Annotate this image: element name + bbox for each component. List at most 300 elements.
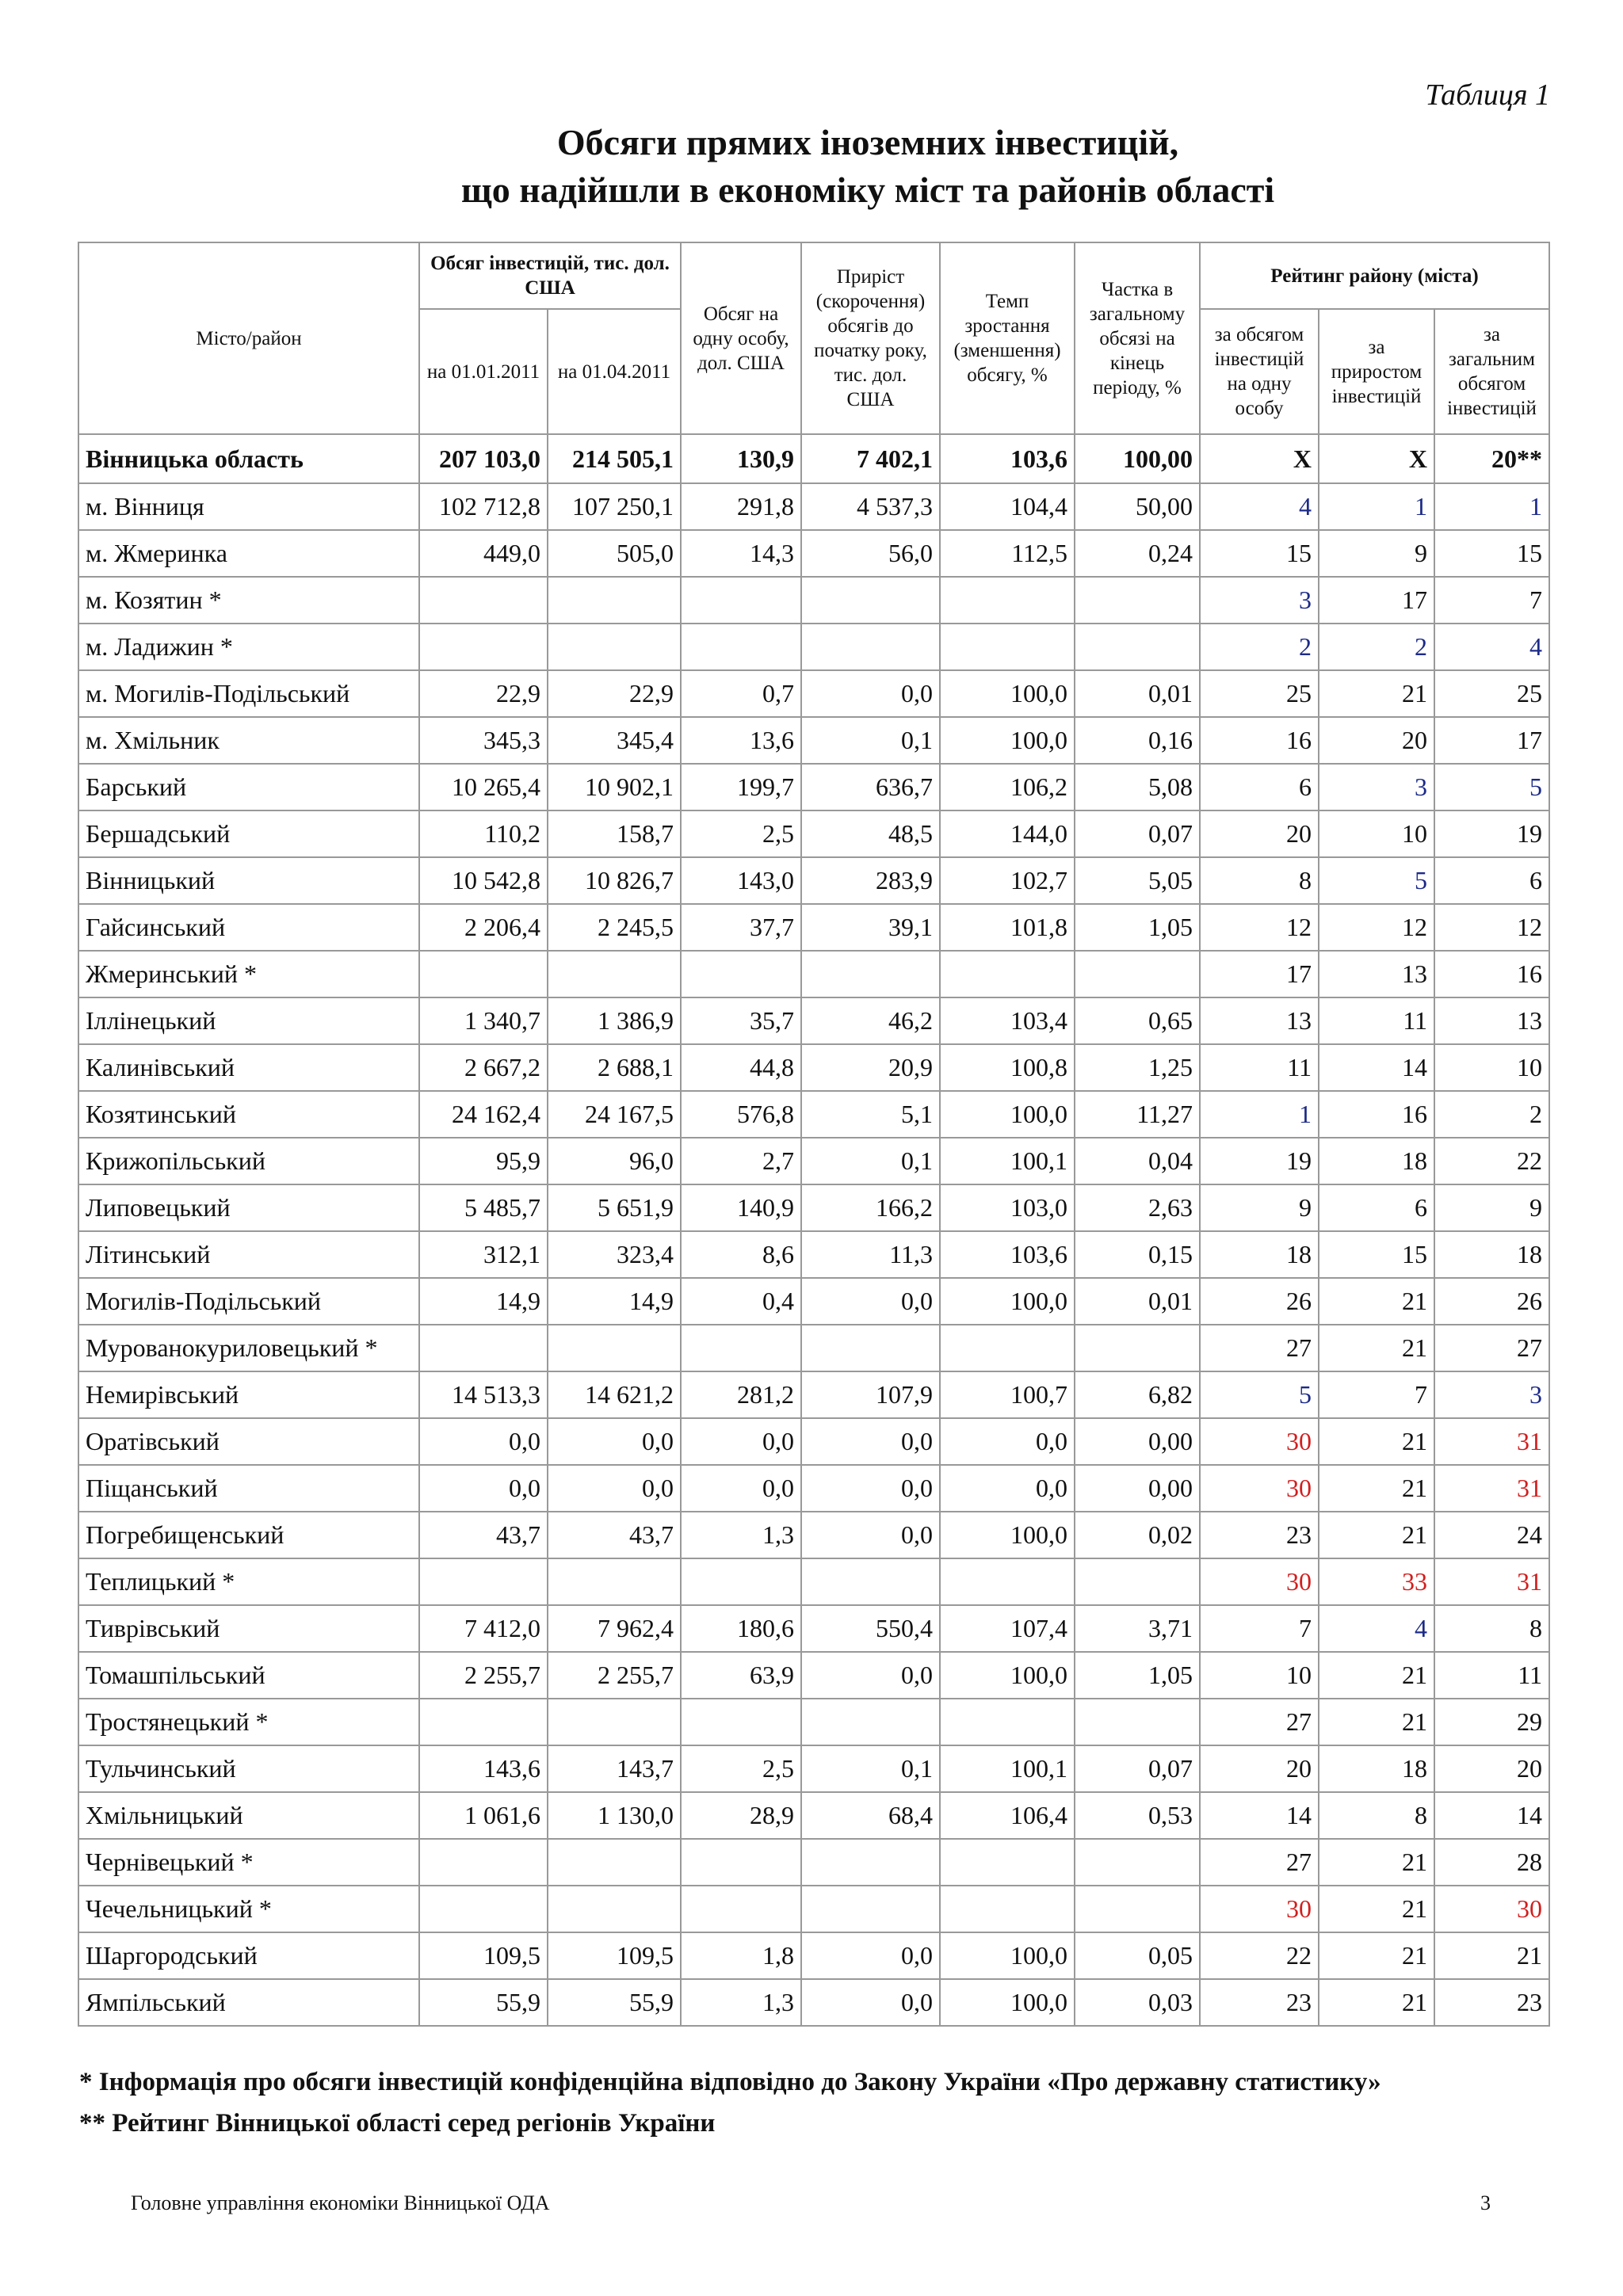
cell-volume-2011-01: 449,0 (419, 530, 548, 577)
cell-per-capita (681, 577, 801, 624)
cell-volume-2011-01: 345,3 (419, 717, 548, 764)
cell-volume-2011-01 (419, 1886, 548, 1932)
cell-growth (801, 1699, 940, 1745)
cell-share: 5,08 (1075, 764, 1200, 810)
cell-rating-per-capita: 19 (1200, 1138, 1319, 1184)
cell-rate: 100,1 (940, 1745, 1075, 1792)
footnote-rating: ** Рейтинг Вінницької області серед регіонів України (79, 2109, 716, 2138)
footnote-confidential: * Інформація про обсяги інвестицій конфіденційна відповідно до Закону України «Про державну статистику» (79, 2068, 1381, 2096)
investment-table (78, 242, 1550, 2027)
header-share: Частка в загальному обсязі на кінець періоду, % (1075, 242, 1200, 434)
cell-rating-per-capita: 30 (1200, 1886, 1319, 1932)
cell-per-capita (681, 1886, 801, 1932)
cell-volume-2011-04 (548, 1839, 681, 1886)
cell-growth: 0,1 (801, 1138, 940, 1184)
cell-per-capita: 0,0 (681, 1465, 801, 1512)
cell-rating-per-capita: 9 (1200, 1184, 1319, 1231)
cell-volume-2011-04 (548, 577, 681, 624)
cell-volume-2011-04 (548, 1699, 681, 1745)
cell-per-capita: 35,7 (681, 997, 801, 1044)
cell-rating-growth: 21 (1319, 1652, 1434, 1699)
cell-volume-2011-04 (548, 1325, 681, 1371)
cell-rating-per-capita: 16 (1200, 717, 1319, 764)
table-row (78, 1792, 1549, 1839)
cell-volume-2011-04 (548, 951, 681, 997)
cell-rating-total: 16 (1434, 951, 1549, 997)
cell-share: 0,05 (1075, 1932, 1200, 1979)
cell-rating-growth: 15 (1319, 1231, 1434, 1278)
cell-growth: 20,9 (801, 1044, 940, 1091)
cell-volume-2011-01: 312,1 (419, 1231, 548, 1278)
table-row (78, 1325, 1549, 1371)
cell-rating-per-capita: 18 (1200, 1231, 1319, 1278)
cell-rating-growth: 21 (1319, 1512, 1434, 1558)
cell-volume-2011-04: 96,0 (548, 1138, 681, 1184)
cell-volume-2011-01: 55,9 (419, 1979, 548, 2026)
cell-rating-total: 13 (1434, 997, 1549, 1044)
cell-rating-total: 3 (1434, 1371, 1549, 1418)
cell-name: Томашпільський (78, 1652, 419, 1699)
cell-rating-per-capita: 23 (1200, 1512, 1319, 1558)
cell-rating-growth: 21 (1319, 1839, 1434, 1886)
header-date-1: на 01.01.2011 (419, 309, 548, 434)
cell-name: Козятинський (78, 1091, 419, 1138)
cell-rating-total: 31 (1434, 1465, 1549, 1512)
cell-rating-per-capita: 11 (1200, 1044, 1319, 1091)
cell-rate: 100,7 (940, 1371, 1075, 1418)
cell-rating-total: 29 (1434, 1699, 1549, 1745)
cell-rating-growth: 21 (1319, 1886, 1434, 1932)
table-row (78, 1184, 1549, 1231)
cell-rating-per-capita: 10 (1200, 1652, 1319, 1699)
table-row (78, 1979, 1549, 2026)
table-row (78, 904, 1549, 951)
cell-share (1075, 1558, 1200, 1605)
cell-name: Калинівський (78, 1044, 419, 1091)
cell-rating-total: 23 (1434, 1979, 1549, 2026)
header-volume-group: Обсяг інвестицій, тис. дол. США (419, 242, 681, 309)
cell-rate: 103,0 (940, 1184, 1075, 1231)
cell-per-capita: 14,3 (681, 530, 801, 577)
cell-per-capita: 281,2 (681, 1371, 801, 1418)
cell-volume-2011-04: 10 902,1 (548, 764, 681, 810)
cell-share: 11,27 (1075, 1091, 1200, 1138)
table-row (78, 1839, 1549, 1886)
header-rating-per-capita: за обсягом інвестицій на одну особу (1200, 309, 1319, 434)
cell-rating-per-capita: 4 (1200, 483, 1319, 530)
cell-rating-total: 31 (1434, 1418, 1549, 1465)
cell-per-capita: 28,9 (681, 1792, 801, 1839)
cell-rating-growth: 1 (1319, 483, 1434, 530)
cell-name: Чернівецький * (78, 1839, 419, 1886)
cell-per-capita: 2,5 (681, 1745, 801, 1792)
cell-share: 6,82 (1075, 1371, 1200, 1418)
cell-growth: 0,0 (801, 1278, 940, 1325)
table-row (78, 1371, 1549, 1418)
cell-growth: 5,1 (801, 1091, 940, 1138)
cell-name: Тростянецький * (78, 1699, 419, 1745)
cell-per-capita: 140,9 (681, 1184, 801, 1231)
cell-rating-per-capita: 17 (1200, 951, 1319, 997)
cell-name: Піщанський (78, 1465, 419, 1512)
cell-volume-2011-04: 22,9 (548, 670, 681, 717)
cell-per-capita: 0,7 (681, 670, 801, 717)
cell-volume-2011-04: 55,9 (548, 1979, 681, 2026)
cell-rating-per-capita: 30 (1200, 1558, 1319, 1605)
cell-growth: 0,1 (801, 1745, 940, 1792)
cell-rating-growth: 5 (1319, 857, 1434, 904)
cell-share: 0,53 (1075, 1792, 1200, 1839)
cell-rating-total: 4 (1434, 624, 1549, 670)
cell-rating-total: 2 (1434, 1091, 1549, 1138)
cell-rate: 106,2 (940, 764, 1075, 810)
cell-per-capita: 2,7 (681, 1138, 801, 1184)
cell-rate (940, 1839, 1075, 1886)
cell-volume-2011-04 (548, 1558, 681, 1605)
cell-rate: 0,0 (940, 1465, 1075, 1512)
cell-rate (940, 1558, 1075, 1605)
cell-volume-2011-04: 24 167,5 (548, 1091, 681, 1138)
table-row (78, 1091, 1549, 1138)
cell-share (1075, 1699, 1200, 1745)
cell-rating-growth: 21 (1319, 1699, 1434, 1745)
cell-rate: 107,4 (940, 1605, 1075, 1652)
cell-rating-growth: 6 (1319, 1184, 1434, 1231)
cell-name: Тиврівський (78, 1605, 419, 1652)
cell-share: 0,07 (1075, 810, 1200, 857)
cell-rating-growth: Х (1319, 434, 1434, 483)
cell-volume-2011-01 (419, 1325, 548, 1371)
cell-rating-per-capita: 27 (1200, 1699, 1319, 1745)
cell-name: Оратівський (78, 1418, 419, 1465)
cell-rating-growth: 18 (1319, 1745, 1434, 1792)
cell-per-capita: 291,8 (681, 483, 801, 530)
cell-volume-2011-04: 107 250,1 (548, 483, 681, 530)
cell-share: 0,02 (1075, 1512, 1200, 1558)
cell-share: 0,24 (1075, 530, 1200, 577)
cell-rate: 100,0 (940, 1091, 1075, 1138)
table-row (78, 717, 1549, 764)
cell-volume-2011-01 (419, 951, 548, 997)
cell-rate: 100,1 (940, 1138, 1075, 1184)
table-body (78, 434, 1549, 2026)
cell-volume-2011-01: 1 340,7 (419, 997, 548, 1044)
cell-volume-2011-04: 0,0 (548, 1465, 681, 1512)
footer-org: Головне управління економіки Вінницької ОДА (131, 2191, 550, 2214)
cell-volume-2011-01: 22,9 (419, 670, 548, 717)
cell-volume-2011-04 (548, 1886, 681, 1932)
cell-volume-2011-01: 43,7 (419, 1512, 548, 1558)
cell-volume-2011-04: 158,7 (548, 810, 681, 857)
cell-per-capita: 2,5 (681, 810, 801, 857)
cell-rating-total: 1 (1434, 483, 1549, 530)
cell-rating-total: 11 (1434, 1652, 1549, 1699)
cell-per-capita: 0,0 (681, 1418, 801, 1465)
cell-share: 50,00 (1075, 483, 1200, 530)
cell-growth: 283,9 (801, 857, 940, 904)
cell-rating-growth: 14 (1319, 1044, 1434, 1091)
cell-growth: 68,4 (801, 1792, 940, 1839)
table-row (78, 434, 1549, 483)
cell-share: 1,05 (1075, 904, 1200, 951)
cell-share: 3,71 (1075, 1605, 1200, 1652)
cell-rating-total: 17 (1434, 717, 1549, 764)
cell-per-capita (681, 951, 801, 997)
cell-volume-2011-04: 2 245,5 (548, 904, 681, 951)
cell-rating-growth: 8 (1319, 1792, 1434, 1839)
cell-rating-growth: 17 (1319, 577, 1434, 624)
table-row (78, 1886, 1549, 1932)
cell-rating-per-capita: 1 (1200, 1091, 1319, 1138)
cell-growth (801, 624, 940, 670)
cell-rating-total: 22 (1434, 1138, 1549, 1184)
cell-rate: 100,0 (940, 670, 1075, 717)
cell-share (1075, 1325, 1200, 1371)
cell-rating-per-capita: 26 (1200, 1278, 1319, 1325)
cell-rating-per-capita: 13 (1200, 997, 1319, 1044)
cell-growth: 7 402,1 (801, 434, 940, 483)
cell-growth: 166,2 (801, 1184, 940, 1231)
cell-volume-2011-01: 95,9 (419, 1138, 548, 1184)
cell-rating-per-capita: 25 (1200, 670, 1319, 717)
cell-rating-growth: 18 (1319, 1138, 1434, 1184)
cell-per-capita: 63,9 (681, 1652, 801, 1699)
cell-rate: 103,6 (940, 434, 1075, 483)
cell-rating-total: 30 (1434, 1886, 1549, 1932)
cell-volume-2011-04: 0,0 (548, 1418, 681, 1465)
cell-rating-total: 10 (1434, 1044, 1549, 1091)
table-row (78, 1558, 1549, 1605)
cell-volume-2011-01: 207 103,0 (419, 434, 548, 483)
cell-rating-per-capita: 8 (1200, 857, 1319, 904)
cell-share: 0,15 (1075, 1231, 1200, 1278)
cell-name: м. Хмільник (78, 717, 419, 764)
table-row (78, 1932, 1549, 1979)
cell-rate: 103,6 (940, 1231, 1075, 1278)
cell-per-capita: 44,8 (681, 1044, 801, 1091)
cell-rating-growth: 9 (1319, 530, 1434, 577)
cell-rating-total: 7 (1434, 577, 1549, 624)
table-row (78, 1605, 1549, 1652)
header-rate: Темп зростання (зменшення) обсягу, % (940, 242, 1075, 434)
cell-name: Хмільницький (78, 1792, 419, 1839)
cell-rate: 101,8 (940, 904, 1075, 951)
header-rating-total: за загальним обсягом інвестицій (1434, 309, 1549, 434)
cell-volume-2011-04: 5 651,9 (548, 1184, 681, 1231)
cell-rating-per-capita: 27 (1200, 1325, 1319, 1371)
cell-name: Вінницька область (78, 434, 419, 483)
cell-growth: 4 537,3 (801, 483, 940, 530)
table-row (78, 810, 1549, 857)
cell-share: 5,05 (1075, 857, 1200, 904)
table-row (78, 483, 1549, 530)
cell-rating-total: 27 (1434, 1325, 1549, 1371)
cell-share: 1,25 (1075, 1044, 1200, 1091)
cell-rating-total: 21 (1434, 1932, 1549, 1979)
cell-per-capita: 1,3 (681, 1979, 801, 2026)
table-row (78, 1418, 1549, 1465)
cell-rating-growth: 16 (1319, 1091, 1434, 1138)
table-row (78, 624, 1549, 670)
cell-rate: 103,4 (940, 997, 1075, 1044)
cell-name: м. Могилів-Подільський (78, 670, 419, 717)
cell-rating-total: 6 (1434, 857, 1549, 904)
cell-growth (801, 1886, 940, 1932)
cell-volume-2011-04: 505,0 (548, 530, 681, 577)
cell-volume-2011-01: 2 206,4 (419, 904, 548, 951)
cell-rate: 100,8 (940, 1044, 1075, 1091)
cell-volume-2011-01 (419, 1699, 548, 1745)
cell-volume-2011-04: 14,9 (548, 1278, 681, 1325)
cell-volume-2011-01: 143,6 (419, 1745, 548, 1792)
table-row (78, 1745, 1549, 1792)
cell-volume-2011-04: 1 386,9 (548, 997, 681, 1044)
table-row (78, 1512, 1549, 1558)
cell-rate: 106,4 (940, 1792, 1075, 1839)
cell-volume-2011-01: 0,0 (419, 1418, 548, 1465)
cell-volume-2011-01: 10 542,8 (419, 857, 548, 904)
cell-rating-growth: 2 (1319, 624, 1434, 670)
cell-volume-2011-01 (419, 1839, 548, 1886)
table-row (78, 1699, 1549, 1745)
cell-volume-2011-04: 109,5 (548, 1932, 681, 1979)
cell-name: м. Ладижин * (78, 624, 419, 670)
cell-share: 1,05 (1075, 1652, 1200, 1699)
cell-name: Крижопільський (78, 1138, 419, 1184)
cell-share: 0,00 (1075, 1418, 1200, 1465)
cell-share: 0,01 (1075, 670, 1200, 717)
cell-rating-growth: 21 (1319, 1278, 1434, 1325)
cell-share: 0,03 (1075, 1979, 1200, 2026)
table-label: Таблиця 1 (1425, 78, 1550, 112)
cell-growth (801, 1558, 940, 1605)
cell-volume-2011-01: 2 255,7 (419, 1652, 548, 1699)
cell-growth: 39,1 (801, 904, 940, 951)
cell-name: Мурованокуриловецький * (78, 1325, 419, 1371)
cell-share: 0,16 (1075, 717, 1200, 764)
cell-share: 100,00 (1075, 434, 1200, 483)
cell-name: Жмеринський * (78, 951, 419, 997)
cell-rate: 102,7 (940, 857, 1075, 904)
cell-rating-per-capita: 5 (1200, 1371, 1319, 1418)
cell-name: м. Козятин * (78, 577, 419, 624)
table-row (78, 951, 1549, 997)
cell-growth (801, 1839, 940, 1886)
cell-rating-growth: 21 (1319, 1465, 1434, 1512)
cell-rating-total: 5 (1434, 764, 1549, 810)
cell-name: Іллінецький (78, 997, 419, 1044)
cell-growth: 48,5 (801, 810, 940, 857)
cell-growth (801, 1325, 940, 1371)
cell-rate: 100,0 (940, 1278, 1075, 1325)
cell-growth: 0,0 (801, 670, 940, 717)
cell-rating-total: 18 (1434, 1231, 1549, 1278)
cell-per-capita: 576,8 (681, 1091, 801, 1138)
cell-per-capita (681, 1558, 801, 1605)
cell-rating-per-capita: 14 (1200, 1792, 1319, 1839)
cell-rate: 104,4 (940, 483, 1075, 530)
cell-volume-2011-01: 1 061,6 (419, 1792, 548, 1839)
cell-per-capita: 13,6 (681, 717, 801, 764)
cell-rating-per-capita: 2 (1200, 624, 1319, 670)
cell-per-capita (681, 1325, 801, 1371)
cell-name: Бершадський (78, 810, 419, 857)
cell-rate (940, 624, 1075, 670)
cell-rating-growth: 4 (1319, 1605, 1434, 1652)
table-row (78, 1044, 1549, 1091)
header-rating-group: Рейтинг району (міста) (1200, 242, 1549, 309)
cell-growth: 0,0 (801, 1465, 940, 1512)
page-title (0, 119, 1623, 214)
cell-per-capita: 143,0 (681, 857, 801, 904)
cell-name: Ямпільський (78, 1979, 419, 2026)
cell-rate: 100,0 (940, 717, 1075, 764)
cell-name: Липовецький (78, 1184, 419, 1231)
cell-name: Немирівський (78, 1371, 419, 1418)
cell-per-capita: 0,4 (681, 1278, 801, 1325)
cell-name: Літинський (78, 1231, 419, 1278)
cell-growth: 0,0 (801, 1418, 940, 1465)
table-row (78, 1138, 1549, 1184)
cell-rating-growth: 33 (1319, 1558, 1434, 1605)
cell-share: 0,01 (1075, 1278, 1200, 1325)
cell-share (1075, 624, 1200, 670)
cell-rating-per-capita: 23 (1200, 1979, 1319, 2026)
cell-volume-2011-01 (419, 1558, 548, 1605)
cell-rate: 100,0 (940, 1979, 1075, 2026)
cell-volume-2011-04: 345,4 (548, 717, 681, 764)
cell-name: Гайсинський (78, 904, 419, 951)
cell-volume-2011-01: 110,2 (419, 810, 548, 857)
cell-volume-2011-04: 7 962,4 (548, 1605, 681, 1652)
cell-rate (940, 577, 1075, 624)
cell-rating-total: 8 (1434, 1605, 1549, 1652)
cell-volume-2011-01: 14,9 (419, 1278, 548, 1325)
cell-volume-2011-01: 7 412,0 (419, 1605, 548, 1652)
table-row (78, 1231, 1549, 1278)
cell-rate (940, 1886, 1075, 1932)
cell-volume-2011-01: 5 485,7 (419, 1184, 548, 1231)
cell-rating-total: 20 (1434, 1745, 1549, 1792)
cell-rating-growth: 21 (1319, 1418, 1434, 1465)
cell-name: Чечельницький * (78, 1886, 419, 1932)
cell-volume-2011-04: 43,7 (548, 1512, 681, 1558)
cell-rate (940, 1325, 1075, 1371)
cell-per-capita: 130,9 (681, 434, 801, 483)
cell-volume-2011-04: 143,7 (548, 1745, 681, 1792)
cell-rating-growth: 3 (1319, 764, 1434, 810)
cell-growth: 107,9 (801, 1371, 940, 1418)
cell-per-capita: 180,6 (681, 1605, 801, 1652)
cell-share: 2,63 (1075, 1184, 1200, 1231)
cell-name: Вінницький (78, 857, 419, 904)
cell-rating-total: 28 (1434, 1839, 1549, 1886)
cell-name: Барський (78, 764, 419, 810)
cell-volume-2011-01 (419, 624, 548, 670)
cell-volume-2011-01 (419, 577, 548, 624)
cell-volume-2011-04: 2 688,1 (548, 1044, 681, 1091)
cell-rating-total: 14 (1434, 1792, 1549, 1839)
table-row (78, 1465, 1549, 1512)
table-row (78, 997, 1549, 1044)
cell-growth: 0,0 (801, 1979, 940, 2026)
cell-share (1075, 951, 1200, 997)
cell-per-capita: 1,3 (681, 1512, 801, 1558)
cell-rate: 112,5 (940, 530, 1075, 577)
cell-rating-per-capita: 7 (1200, 1605, 1319, 1652)
cell-volume-2011-01: 0,0 (419, 1465, 548, 1512)
table-row (78, 764, 1549, 810)
